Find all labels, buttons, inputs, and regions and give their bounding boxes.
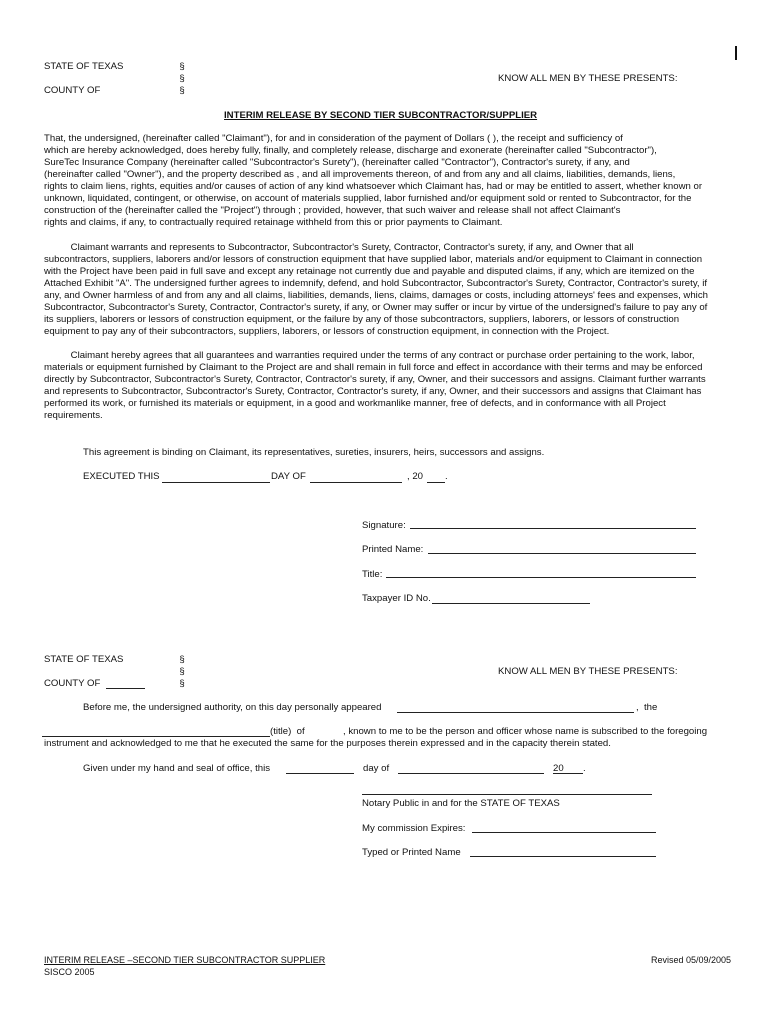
section-symbol: § xyxy=(179,85,185,96)
paragraph-line: rights and claims, if any, to contractually required retainage withheld from this or prior payments to Claimant. xyxy=(44,217,503,228)
know-all-men: KNOW ALL MEN BY THESE PRESENTS: xyxy=(498,666,678,677)
paragraph-line: unknown, liquidated, contingent, or otherwise, on account of materials supplied, labor furnished and/or equipment sold or rented to Subcontractor, for the xyxy=(44,193,692,204)
section-symbol: § xyxy=(179,61,185,72)
paragraph-line: (hereinafter called "Owner"), and the property described as , and all improvements thereon, of and from any and all claims, liabilities, demands, liens, xyxy=(44,169,676,180)
appeared-name-field[interactable] xyxy=(397,712,634,713)
title-of-label: (title) of xyxy=(270,726,305,737)
printed-name-field[interactable] xyxy=(428,553,696,554)
paragraph-line: its suppliers, laborers or lessors of construction equipment, or the failure by any of those subcontractors, suppliers, laborers, or lessors of construction xyxy=(44,314,680,325)
signature-field[interactable] xyxy=(410,528,696,529)
given-under-text: Given under my hand and seal of office, this xyxy=(83,763,271,774)
paragraph-line: and represents to Subcontractor, Subcontractor's Surety, Contractor, Contractor's surety, if any, Owner, and their successors and assigns that Claimant has xyxy=(44,386,702,397)
given-year-field[interactable] xyxy=(553,773,583,774)
printed-name-label: Printed Name: xyxy=(362,544,424,555)
before-me-text: Before me, the undersigned authority, on this day personally appeared xyxy=(83,702,382,713)
year-prefix: 20 xyxy=(553,763,564,774)
footer-revised: Revised 05/09/2005 xyxy=(651,955,732,965)
paragraph-line: Claimant hereby agrees that all guarantees and warranties required under the terms of any contract or purchase order pertaining to the work, labor, xyxy=(44,350,695,361)
notary-signature-field[interactable] xyxy=(362,794,652,795)
paragraph-line: SureTec Insurance Company (hereinafter called "Subcontractor's Surety"), (hereinafter called "Contractor"), Contractor's surety, if any, and xyxy=(44,157,630,168)
title-field[interactable] xyxy=(386,577,696,578)
notary-public-label: Notary Public in and for the STATE OF TEXAS xyxy=(362,798,560,809)
paragraph-line: performed its work, or furnished its materials or equipment, in a good and workmanlike manner, free of defects, and in conformance with all Project xyxy=(44,398,666,409)
paragraph-line: Claimant warrants and represents to Subcontractor, Subcontractor's Surety, Contractor, Contractor's surety, if any, and Owner that all xyxy=(44,242,634,253)
executed-day-field[interactable] xyxy=(162,482,270,483)
section-symbol: § xyxy=(179,73,185,84)
paragraph-line: Attached Exhibit "A". The undersigned further agrees to indemnify, defend, and hold Subcontractor, Subcontractor's Surety, Contractor, Contractor's surety, if xyxy=(44,278,708,289)
warranty-paragraph xyxy=(44,242,716,338)
period: . xyxy=(583,763,586,774)
taxpayer-id-field[interactable] xyxy=(432,603,590,604)
day-of-label: day of xyxy=(363,763,390,774)
paragraph-line: directly by Subcontractor, Subcontractor's Surety, Contractor, Contractor's surety, if any, Owner, and their successors and assigns. Claimant further warrants xyxy=(44,374,706,385)
paragraph-line: any, and Owner harmless of and from any and all claims, liabilities, demands, liens, claims, damages or costs, including attorneys' fees and expenses, which xyxy=(44,290,708,301)
footer-form-name: INTERIM RELEASE –SECOND TIER SUBCONTRACTOR SUPPLIER xyxy=(44,955,326,965)
comma-the: , the xyxy=(636,702,658,713)
typed-name-label: Typed or Printed Name xyxy=(362,847,461,858)
paragraph-line: construction of the (hereinafter called the "Project") through ; provided, however, that such waiver and release shall not affect Claimant's xyxy=(44,205,621,216)
county-label: COUNTY OF xyxy=(44,85,101,96)
paragraph-line: equipment to pay any of their subcontractors, suppliers, laborers, or lessors of construction equipment, in connection with the Project. xyxy=(44,326,610,337)
footer-org: SISCO 2005 xyxy=(44,967,95,977)
taxpayer-id-label: Taxpayer ID No. xyxy=(362,593,431,604)
period: . xyxy=(445,471,448,482)
know-all-men: KNOW ALL MEN BY THESE PRESENTS: xyxy=(498,73,678,84)
executed-label: EXECUTED THIS xyxy=(83,471,160,482)
typed-name-field[interactable] xyxy=(470,856,656,857)
document-title: INTERIM RELEASE BY SECOND TIER SUBCONTRACTOR/SUPPLIER xyxy=(224,110,538,121)
executed-month-field[interactable] xyxy=(310,482,402,483)
county-field[interactable] xyxy=(106,688,145,689)
paragraph-line: That, the undersigned, (hereinafter called "Claimant"), for and in consideration of the payment of Dollars ( ), the receipt and sufficiency of xyxy=(44,133,623,144)
signature-label: Signature: xyxy=(362,520,406,531)
margin-mark xyxy=(735,46,737,60)
paragraph-line: which are hereby acknowledged, does hereby fully, finally, and completely release, discharge and exonerate (hereinafter called "Subcontractor"), xyxy=(44,145,657,156)
state-label: STATE OF TEXAS xyxy=(44,654,124,665)
section-symbol: § xyxy=(179,666,185,677)
paragraph-line: requirements. xyxy=(44,410,103,421)
year-prefix: , 20 xyxy=(407,471,424,482)
guarantee-paragraph xyxy=(44,350,716,422)
paragraph-line: rights to claim liens, rights, equities and/or causes of action of any kind whatsoever which Claimant has, had or may be entitled to assert, whether known or xyxy=(44,181,703,192)
paragraph-line: Subcontractor, Subcontractor's Surety, Contractor, Contractor's surety, if any, or Owner may suffer or incur by virtue of the undersigned's failure to pay any of xyxy=(44,302,708,313)
binding-statement: This agreement is binding on Claimant, its representatives, sureties, insurers, heirs, successors and assigns. xyxy=(83,447,545,458)
commission-field[interactable] xyxy=(472,832,656,833)
commission-label: My commission Expires: xyxy=(362,823,466,834)
title-label: Title: xyxy=(362,569,383,580)
executed-year-field[interactable] xyxy=(427,482,445,483)
section-symbol: § xyxy=(179,654,185,665)
paragraph-line: materials or equipment furnished by Claimant to the Project are and shall remain in full force and effect in accordance with their terms and may be enforced xyxy=(44,362,703,373)
officer-title-field[interactable] xyxy=(42,736,270,737)
known-to-me-text: , known to me to be the person and officer whose name is subscribed to the foregoing xyxy=(343,726,708,737)
instrument-text: instrument and acknowledged to me that he executed the same for the purposes therein expressed and in the capacity therein stated. xyxy=(44,738,611,749)
given-month-field[interactable] xyxy=(398,773,544,774)
release-paragraph xyxy=(44,133,716,229)
county-label: COUNTY OF xyxy=(44,678,101,689)
section-symbol: § xyxy=(179,678,185,689)
given-day-field[interactable] xyxy=(286,773,354,774)
paragraph-line: with the Project have been paid in full save and except any retainage not currently due and payable and disputed claims, if any, which are itemized on the xyxy=(44,266,695,277)
paragraph-line: subcontractors, suppliers, laborers and/or lessors of construction equipment that have supplied labor, materials and/or equipment to Claimant in connection xyxy=(44,254,703,265)
state-label: STATE OF TEXAS xyxy=(44,61,124,72)
day-of-label: DAY OF xyxy=(271,471,306,482)
